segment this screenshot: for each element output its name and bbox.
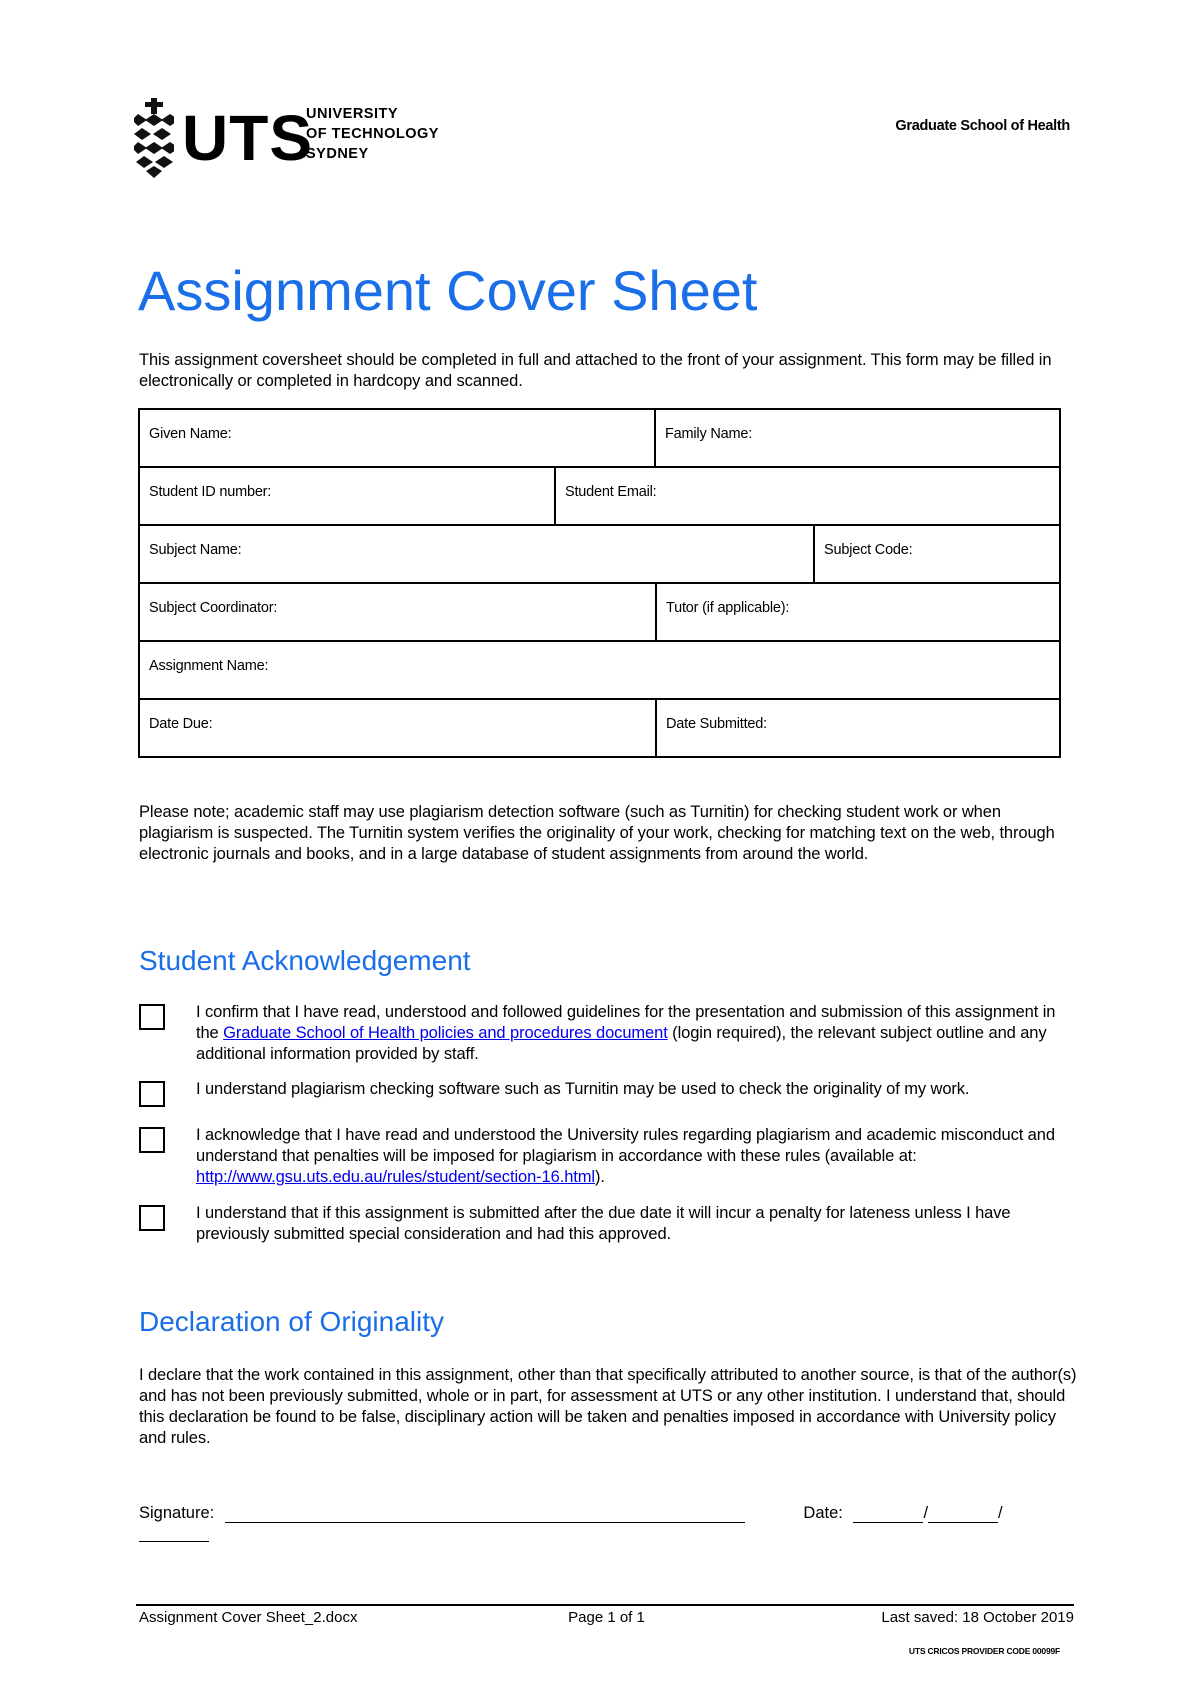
subject-name-field[interactable]: Subject Name: (149, 542, 242, 558)
plagiarism-note: Please note; academic staff may use plagiarism detection software (such as Turnitin) for checking student work or when plagiarism is suspected. The Turnitin system verifies the originality of your work, checking for matching text on the web, through electronic journals and books, and in a large database of student assignments from around the world. (139, 803, 1055, 863)
subject-coordinator-field[interactable]: Subject Coordinator: (149, 600, 278, 616)
form-row (140, 584, 1059, 642)
acknowledgement-text (196, 1002, 1068, 1065)
logo-line: UNIVERSITY (306, 106, 399, 122)
acknowledgement-text: I understand plagiarism checking software such as Turnitin may be used to check the originality of my work. (196, 1080, 970, 1098)
footer-last-saved: Last saved: 18 October 2019 (881, 1609, 1074, 1626)
footer-divider (136, 1604, 1074, 1606)
form-row (140, 468, 1059, 526)
student-id-field[interactable]: Student ID number: (149, 484, 272, 500)
date-separator: / (998, 1504, 1003, 1522)
date-submitted-field[interactable]: Date Submitted: (655, 700, 1059, 756)
date-due-field[interactable]: Date Due: (149, 716, 213, 732)
signature-line[interactable] (225, 1504, 745, 1523)
acknowledgement-text: I understand that if this assignment is submitted after the due date it will incur a penalty for lateness unless I have previously submitted special consideration and had this approved. (196, 1204, 1011, 1243)
logo-line: SYDNEY (306, 146, 369, 162)
signature-label: Signature: (139, 1504, 215, 1522)
date-day-line[interactable] (853, 1504, 923, 1523)
date-label: Date: (803, 1504, 843, 1522)
student-email-field[interactable]: Student Email: (554, 468, 1059, 524)
logo-line: OF TECHNOLOGY (306, 126, 439, 142)
given-name-field[interactable]: Given Name: (149, 426, 232, 442)
acknowledgement-item (139, 1203, 1069, 1245)
form-row (140, 410, 1059, 468)
declaration-heading: Declaration of Originality (139, 1306, 445, 1337)
form-row (140, 700, 1059, 756)
school-name: Graduate School of Health (895, 118, 1070, 134)
acknowledgement-checkbox[interactable] (139, 1205, 165, 1231)
acknowledgement-item (139, 1002, 1069, 1065)
acknowledgement-checkbox[interactable] (139, 1081, 165, 1107)
text-segment: (login required), the relevant subject outline and any additional information provided by staff. (196, 1024, 1047, 1063)
tutor-field[interactable]: Tutor (if applicable): (655, 584, 1059, 640)
logo-wordmark: UTS (182, 102, 313, 174)
acknowledgement-checkbox[interactable] (139, 1127, 165, 1153)
logo-university-name (306, 104, 439, 164)
assignment-name-field[interactable]: Assignment Name: (149, 658, 269, 674)
form-row (140, 642, 1059, 700)
uts-logo (134, 98, 474, 178)
page-title: Assignment Cover Sheet (138, 259, 758, 322)
cricos-code: UTS CRICOS PROVIDER CODE 00099F (908, 1646, 1060, 1656)
signature-row (139, 1504, 1071, 1542)
date-separator: / (923, 1504, 929, 1522)
policies-link[interactable]: Graduate School of Health policies and procedures document (223, 1024, 668, 1042)
footer-page-number: Page 1 of 1 (568, 1609, 645, 1626)
intro-paragraph: This assignment coversheet should be completed in full and attached to the front of your assignment. This form may be filled in electronically or completed in hardcopy and scanned. (139, 351, 1052, 390)
footer-filename: Assignment Cover Sheet_2.docx (139, 1609, 358, 1626)
acknowledgement-item (139, 1079, 1069, 1107)
acknowledgement-text (196, 1125, 1068, 1188)
uts-crest-icon (134, 98, 174, 178)
text-segment: I confirm that I have read, understood and followed guidelines for the presentation and submission of this assignment in the (196, 1003, 1056, 1042)
subject-code-field[interactable]: Subject Code: (813, 526, 1059, 582)
family-name-field[interactable]: Family Name: (654, 410, 1059, 466)
declaration-text: I declare that the work contained in this assignment, other than that specifically attributed to another source, is that of the author(s) and has not been previously submitted, whole or in part, for assessment at UTS or any other institution. I understand that, should this declaration be found to be false, disciplinary action will be taken and penalties imposed in accordance with University policy and rules. (139, 1366, 1077, 1447)
form-row (140, 526, 1059, 584)
rules-link[interactable]: http://www.gsu.uts.edu.au/rules/student/section-16.html (196, 1168, 595, 1186)
date-month-line[interactable] (928, 1504, 998, 1523)
acknowledgement-item (139, 1125, 1069, 1188)
details-form (138, 408, 1061, 758)
acknowledgement-checkbox[interactable] (139, 1004, 165, 1030)
acknowledgement-heading: Student Acknowledgement (139, 945, 471, 976)
page-footer (139, 1609, 1074, 1626)
text-segment: I acknowledge that I have read and understood the University rules regarding plagiarism and academic misconduct and understand that penalties will be imposed for plagiarism in accordance with these rules (available at: (196, 1126, 1055, 1165)
text-segment: ). (594, 1168, 605, 1186)
date-year-line[interactable] (139, 1523, 209, 1542)
